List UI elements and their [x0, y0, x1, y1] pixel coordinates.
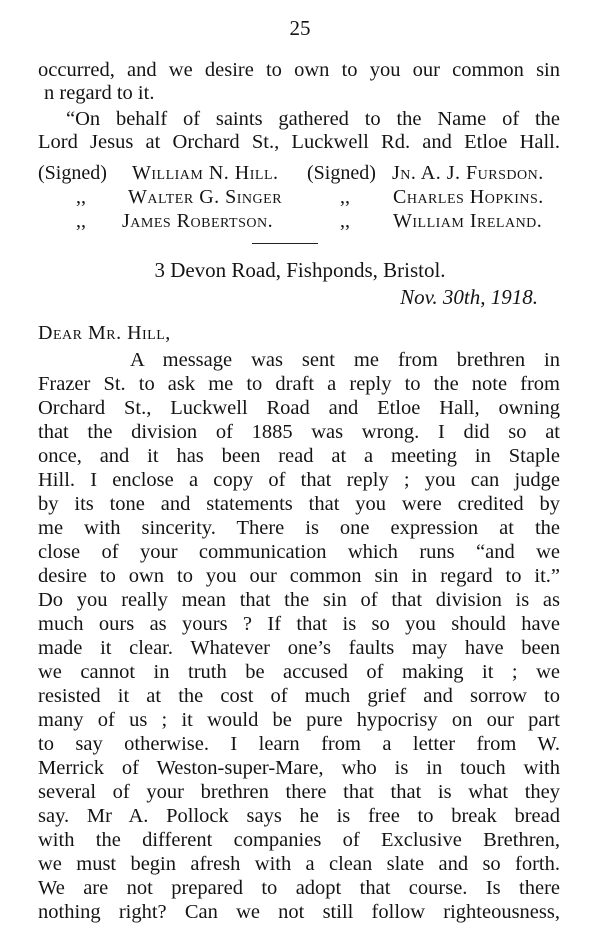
letter-line-16: many of us ; it would be pure hypocrisy on our part — [38, 709, 560, 731]
signatory-william-hill: William N. Hill. — [132, 162, 279, 184]
signatory-walter-singer: Walter G. Singer — [128, 186, 283, 208]
signatory-william-ireland: William Ireland. — [393, 210, 543, 232]
intro-line-1: occurred, and we desire to own to you our common sin — [38, 59, 560, 81]
ditto-mark-1: ,, — [76, 186, 86, 208]
intro-line-2: n regard to it. — [44, 82, 155, 104]
letter-line-24: nothing right? Can we not still follow righteousness, — [38, 901, 560, 923]
letter-line-9: close of your communication which runs “and we — [38, 541, 560, 563]
letter-line-14: we cannot in truth be accused of making it ; we — [38, 661, 560, 683]
letter-line-5: once, and it has been read at a meeting in Staple — [38, 445, 560, 467]
letter-line-20: say. Mr A. Pollock says he is free to break bread — [38, 805, 560, 827]
intro-line-4: Lord Jesus at Orchard St., Luckwell Rd. and Etloe Hall. — [38, 131, 560, 153]
intro-line-3: “On behalf of saints gathered to the Name of the — [66, 108, 560, 130]
signed-label-2: (Signed) — [307, 162, 376, 184]
ditto-mark-2: ,, — [340, 186, 350, 208]
letter-line-12: much ours as yours ? If that is so you should have — [38, 613, 560, 635]
letter-line-1: A message was sent me from brethren in — [130, 349, 560, 371]
letter-line-21: with the different companies of Exclusive Brethren, — [38, 829, 560, 851]
signatory-james-robertson: James Robertson. — [122, 210, 274, 232]
signatory-charles-hopkins: Charles Hopkins. — [393, 186, 544, 208]
letter-line-11: Do you really mean that the sin of that division is as — [38, 589, 560, 611]
section-divider — [252, 243, 318, 244]
letter-line-17: to say otherwise. I learn from a letter from W. — [38, 733, 560, 755]
signed-label-1: (Signed) — [38, 162, 107, 184]
signatory-fursdon: Jn. A. J. Fursdon. — [392, 162, 544, 184]
letter-line-15: resisted it at the cost of much grief and sorrow to — [38, 685, 560, 707]
letter-line-6: Hill. I enclose a copy of that reply ; you can judge — [38, 469, 560, 491]
page-number: 25 — [289, 16, 311, 40]
letter-salutation: Dear Mr. Hill, — [38, 322, 171, 344]
letter-line-22: we must begin afresh with a clean slate and so forth. — [38, 853, 560, 875]
letter-line-23: We are not prepared to adopt that course. Is there — [38, 877, 560, 899]
letter-line-19: several of your brethren there that that is what they — [38, 781, 560, 803]
letter-line-2: Frazer St. to ask me to draft a reply to the note from — [38, 373, 560, 395]
letter-line-10: desire to own to you our common sin in regard to it.” — [38, 565, 560, 587]
letter-line-8: me with sincerity. There is one expression at the — [38, 517, 560, 539]
letter-address: 3 Devon Road, Fishponds, Bristol. — [154, 258, 446, 282]
letter-date: Nov. 30th, 1918. — [400, 285, 538, 309]
letter-line-4: that the division of 1885 was wrong. I did so at — [38, 421, 560, 443]
letter-line-13: made it clear. Whatever one’s faults may have been — [38, 637, 560, 659]
ditto-mark-3: ,, — [76, 210, 86, 232]
ditto-mark-4: ,, — [340, 210, 350, 232]
letter-line-18: Merrick of Weston-super-Mare, who is in touch with — [38, 757, 560, 779]
letter-line-7: by its tone and statements that you were credited by — [38, 493, 560, 515]
letter-line-3: Orchard St., Luckwell Road and Etloe Hall, owning — [38, 397, 560, 419]
